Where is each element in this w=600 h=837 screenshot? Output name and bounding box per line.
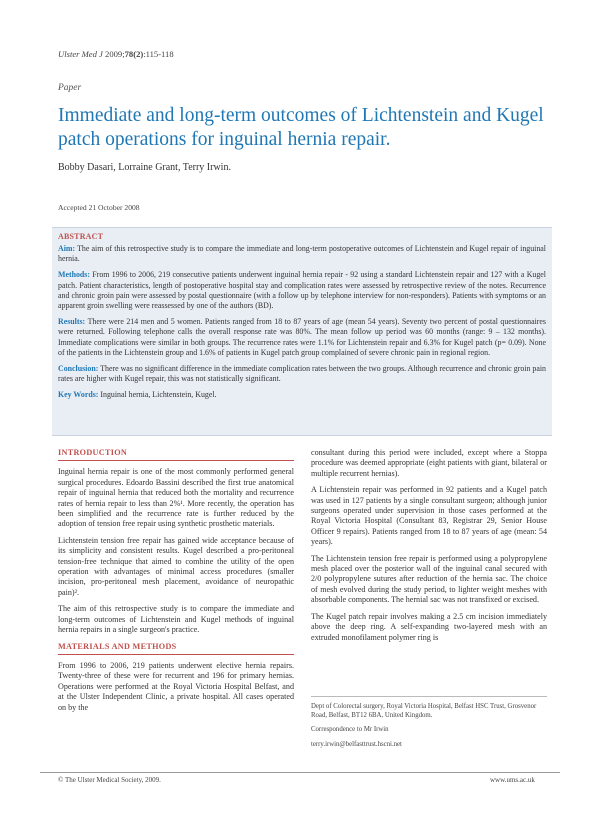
methods-label: Methods:: [58, 270, 90, 280]
journal-name: Ulster Med J: [58, 49, 103, 59]
conclusion-text: There was no significant difference in the immediate complication rates between the two groups. Although recurrence and chronic groin pain rates are higher with Kugel repair, this was not statistically significant.: [58, 364, 546, 384]
abstract-results: [58, 317, 546, 358]
correspondence-email[interactable]: terry.irwin@belfasttrust.hscni.net: [311, 740, 402, 748]
abstract-heading: ABSTRACT: [58, 232, 104, 241]
keywords-text: Inguinal hernia, Lichtenstein, Kugel.: [98, 390, 217, 400]
abstract-aim: [58, 244, 546, 264]
article-title: Immediate and long-term outcomes of Lichtenstein and Kugel patch operations for inguinal hernia repair.: [58, 105, 544, 150]
results-label: Results:: [58, 317, 86, 327]
accepted-date: Accepted 21 October 2008: [58, 203, 140, 212]
journal-citation: [58, 49, 174, 59]
aim-text: The aim of this retrospective study is to compare the immediate and long-term postoperative outcomes of Lichtenstein and Kugel repair of inguinal hernia.: [58, 244, 546, 264]
methods-paragraph-1: From 1996 to 2006, 219 patients underwent elective hernia repairs. Twenty-three of these were for recurrent and 196 for primary hernias. Operations were performed at the Royal Victoria Hospital Belfast, and at the Ulster Independent Clinic, a private hospital. All cases operated on by the: [58, 660, 294, 712]
journal-issue: 78(2): [124, 49, 144, 59]
author-list: Bobby Dasari, Lorraine Grant, Terry Irwin.: [58, 162, 231, 173]
intro-paragraph-1: Inguinal hernia repair is one of the most commonly performed general surgical procedures. Edoardo Bassini described the first true anatomical repair of inguinal hernia that reduced both the mortality and recurrence rates of hernia repair to less than 2%¹. More recently, the operation has been simplified and the recurrence rate is further reduced by the adoption of tension free repair using synthetic prosthetic materials.: [58, 467, 294, 529]
journal-year-volume: 2009;: [102, 49, 125, 59]
results-text: There were 214 men and 5 women. Patients ranged from 18 to 87 years of age (mean 54 years). Seventy two percent of postal questionnaires were returned. Following telephone calls the overall response rate was 80%. The mean follow up period was 60 months (range: 9 – 132 months). Immediate complications were similar in both groups. The recurrence rates were 1.1% for Lichtenstein repair and 6.3% for Kugel patch (p= 0.09). None of the patients in the Lichtenstein group and 1.6% of patients in Kugel patch group complained of severe chronic pain in regional region.: [58, 317, 546, 357]
affiliation-department: Dept of Colorectal surgery, Royal Victoria Hospital, Belfast HSC Trust, Grosvenor Road, Belfast, BT12 6BA, United Kingdom.: [311, 703, 537, 719]
aim-label: Aim:: [58, 244, 76, 253]
keywords-label: Key Words:: [58, 390, 99, 400]
journal-pages: :115-118: [143, 49, 174, 59]
conclusion-label: Conclusion:: [58, 364, 99, 374]
affiliation-block: [311, 696, 547, 755]
abstract-box: [52, 227, 552, 436]
article-type: Paper: [58, 83, 82, 93]
footer-divider: [40, 772, 560, 773]
intro-paragraph-3: The aim of this retrospective study is to compare the immediate and long-term outcomes of Lichtenstein and Kugel methods of inguinal hernia repairs in a single surgeon's practice.: [58, 604, 294, 635]
methods-text: From 1996 to 2006, 219 consecutive patients underwent inguinal hernia repair - 92 using a standard Lichtenstein repair and 127 with a Kugel patch. Patient characteristics, length of postoperative hospital stay and complication rates were assessed by retrospective review of the notes. Recurrence and chronic groin pain were assessed by postal questionnaire (with a follow up by telephone interview for non-responders). Patients with symptoms or an apparent groin swelling were reassessed by one of the authors (BD).: [58, 270, 546, 311]
footer-copyright: © The Ulster Medical Society, 2009.: [58, 776, 161, 784]
correspondence-line: Correspondence to Mr Irwin: [311, 726, 389, 734]
introduction-heading: INTRODUCTION: [58, 448, 294, 461]
methods-heading: MATERIALS AND METHODS: [58, 642, 294, 655]
right-paragraph-2: A Lichtenstein repair was performed in 92 patients and a Kugel patch was used in 127 patients by a single consultant surgeon; although junior surgeons operated under supervision in those cases performed at the Royal Victoria Hospital (Consultant 83, Registrar 29, Senior House Officer 9 repairs). Patients ranged from 18 to 87 years of age (mean: 54 years).: [311, 485, 547, 547]
abstract-methods: [58, 270, 546, 311]
footer-url[interactable]: www.ums.ac.uk: [490, 776, 535, 784]
left-column: [58, 448, 294, 719]
right-paragraph-3: The Lichtenstein tension free repair is performed using a polypropylene mesh placed over the posterior wall of the inguinal canal secured with 2/0 polypropylene sutures after reduction of the hernia sac. The choice of mesh evolved during the study period, to lighter weight meshes with absorbable components. The hernial sac was not transfixed or excised.: [311, 553, 547, 605]
right-paragraph-1: consultant during this period were included, except where a Stoppa procedure was deemed appropriate (eight patients with giant, bilateral or multiple recurrent hernias).: [311, 448, 547, 478]
intro-paragraph-2: Lichtenstein tension free repair has gained wide acceptance because of its simplicity and consistent results. Kugel described a pro-peritoneal tension-free technique that aimed to combine the utility of the open operation with advantages of minimal access procedures (smaller incision, pro-peritoneal mesh placement, avoidance of neuropathic pain)².: [58, 535, 294, 597]
abstract-keywords: [58, 390, 546, 400]
right-paragraph-4: The Kugel patch repair involves making a 2.5 cm incision immediately above the deep ring. A self-expanding two-layered mesh with an extruded monofilament polymer ring is: [311, 611, 547, 642]
abstract-conclusion: [58, 364, 546, 384]
right-column: [311, 448, 547, 649]
